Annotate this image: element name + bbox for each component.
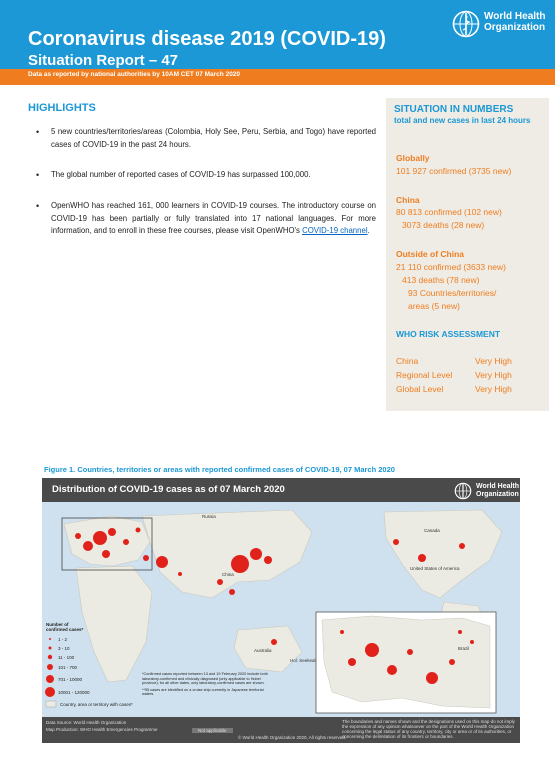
case-distribution-map (42, 478, 520, 743)
legend-other-label: Country, area or territory with cases* (60, 702, 133, 707)
north-america-landmass (384, 510, 502, 598)
report-banner (0, 0, 555, 69)
case-marker (449, 659, 455, 665)
case-marker (393, 539, 399, 545)
legend-title-line-1: Number of (46, 622, 69, 627)
case-marker (136, 528, 141, 533)
legend-marker (48, 655, 52, 659)
china-deaths: 3073 deaths (28 new) (402, 220, 485, 230)
risk-assessment-heading: WHO RISK ASSESSMENT (396, 329, 501, 339)
china-confirmed: 80 813 confirmed (102 new) (396, 207, 502, 217)
map-label-brazil: Brazil (458, 646, 470, 651)
bullet-glyph: • (36, 170, 40, 180)
case-marker (348, 658, 356, 666)
case-marker (426, 672, 438, 684)
map-label-canada: Canada (424, 528, 440, 533)
map-org-name (476, 483, 519, 499)
situation-heading: SITUATION IN NUMBERS (394, 104, 514, 115)
europe-landmass (64, 516, 150, 566)
org-name-line-2: Organization (484, 22, 546, 33)
risk-level-label: Global Level (396, 384, 444, 394)
case-marker (143, 555, 149, 561)
europe-inset-map (316, 612, 496, 713)
case-marker (470, 640, 474, 644)
outside-countries: 93 Countries/territories/ (408, 288, 497, 298)
case-marker (75, 533, 81, 539)
case-marker (458, 630, 462, 634)
figure-caption: Figure 1. Countries, territories or areas with reported confirmed cases of COVID-19, 07 March 2020 (44, 465, 395, 474)
highlight-item-tail: . (367, 226, 370, 235)
case-marker (459, 543, 465, 549)
legend-marker (45, 687, 55, 697)
map-note-cruise-ship: **55 cases are identified on a cruise ship currently in Japanese territorial waters. (142, 687, 264, 697)
globally-heading: Globally (396, 153, 430, 163)
world-map-graphic (42, 502, 520, 717)
outside-deaths: 413 deaths (78 new) (402, 275, 480, 285)
outside-china-heading: Outside of China (396, 249, 464, 259)
covid19-channel-link[interactable]: COVID-19 channel (302, 226, 368, 235)
outside-countries-new: areas (5 new) (408, 301, 460, 311)
case-marker (407, 649, 413, 655)
case-marker (231, 555, 249, 573)
globally-confirmed: 101 927 confirmed (3735 new) (396, 166, 512, 176)
risk-level-value: Very High (475, 356, 512, 366)
case-marker (123, 539, 129, 545)
legend-label: 3 - 10 (58, 646, 70, 651)
who-emblem-icon (454, 482, 472, 500)
legend-label: 101 - 700 (58, 665, 78, 670)
map-org-line-1: World Health (476, 483, 520, 490)
africa-landmass (76, 566, 152, 682)
map-production: Map Production: WHO Health Emergencies Programme (46, 727, 158, 732)
legend-marker (49, 647, 52, 650)
case-marker (156, 556, 168, 568)
legend-marker (46, 675, 54, 683)
case-marker (387, 665, 397, 675)
map-note-confirmed: *Confirmed cases reported between 13 and 19 February 2020 include both laboratory-confirmed and clinically diagnosed (only applicable to Hubei province); for all other dates, only laboratory-confirmed cases are shown. (142, 672, 268, 686)
legend-title-line-2: confirmed cases* (46, 627, 84, 632)
map-label-holy-see: Hol. Seekeal (290, 658, 316, 663)
highlight-item: 5 new countries/territories/areas (Colombia, Holy See, Peru, Serbia, and Togo) have reported cases of COVID-19 in the past 24 hours. (51, 127, 376, 149)
risk-level-value: Very High (475, 370, 512, 380)
case-marker (250, 548, 262, 560)
map-copyright: © World Health Organization 2020, All rights reserved. (238, 735, 347, 740)
highlight-item: The global number of reported cases of COVID-19 has surpassed 100,000. (51, 170, 311, 179)
risk-level-label: China (396, 356, 419, 366)
highlight-item (51, 200, 376, 238)
map-not-applicable: Not applicable (192, 728, 233, 733)
case-marker (83, 541, 93, 551)
case-marker (178, 572, 182, 576)
legend-marker (49, 638, 51, 640)
inset-landmass (322, 616, 490, 708)
who-emblem-icon (452, 10, 480, 38)
case-marker (340, 630, 344, 634)
legend-label: 701 - 10000 (58, 677, 83, 682)
legend-label: 11 - 100 (58, 655, 75, 660)
highlight-item-text: OpenWHO has reached 161, 000 learners in COVID-19 courses. The introductory course on COVID-19 has been partially or fully translated into 17 national languages. For more information, and to enroll in these free courses, please visit OpenWHO's (51, 201, 376, 235)
situation-in-numbers-panel (386, 98, 549, 411)
legend-marker (47, 664, 53, 670)
map-notes (142, 672, 272, 712)
case-marker (93, 531, 107, 545)
report-title: Coronavirus disease 2019 (COVID-19) (28, 28, 386, 50)
reporting-date-bar (0, 69, 555, 85)
case-marker (217, 579, 223, 585)
outside-confirmed: 21 110 confirmed (3633 new) (396, 262, 506, 272)
case-marker (108, 528, 116, 536)
legend-label: 1 - 2 (58, 637, 68, 642)
map-footer (42, 717, 520, 743)
case-marker (102, 550, 110, 558)
map-disclaimer: The boundaries and names shown and the designations used on this map do not imply the expression of any opinion whatsoever on the part of the World Health Organization concerning the legal status of any country, territory, city or area or of its authorities, or concerning the delimitation of its frontiers or boundaries. (342, 719, 515, 739)
risk-level-label: Regional Level (396, 370, 453, 380)
map-org-line-2: Organization (476, 491, 519, 498)
legend-label: 10001 - 120000 (58, 690, 90, 695)
map-label-australia: Australia (254, 648, 272, 653)
legend-swatch (46, 701, 56, 707)
map-label-russia: Russia (202, 514, 216, 519)
bullet-glyph: • (36, 127, 40, 137)
map-label-usa: United States of America (410, 566, 460, 571)
situation-subheading: total and new cases in last 24 hours (394, 116, 531, 125)
map-data-source: Data Source: World Health Organization (46, 720, 127, 725)
asia-landmass (142, 510, 312, 598)
risk-level-value: Very High (475, 384, 512, 394)
case-marker (229, 589, 235, 595)
who-org-name (484, 11, 545, 33)
map-label-china: China (222, 572, 234, 577)
map-title: Distribution of COVID-19 cases as of 07 March 2020 (52, 484, 285, 495)
bullet-glyph: • (36, 201, 40, 211)
report-subtitle: Situation Report – 47 (28, 52, 179, 69)
map-header (42, 478, 520, 502)
case-marker (271, 639, 277, 645)
case-marker (264, 556, 272, 564)
org-name-line-1: World Health (484, 11, 546, 22)
map-notes-box (142, 672, 272, 712)
case-marker (365, 643, 379, 657)
highlights-heading: HIGHLIGHTS (28, 102, 96, 114)
case-marker (418, 554, 426, 562)
china-heading: China (396, 195, 420, 205)
reporting-date-text: Data as reported by national authorities by 10AM CET 07 March 2020 (28, 71, 241, 78)
